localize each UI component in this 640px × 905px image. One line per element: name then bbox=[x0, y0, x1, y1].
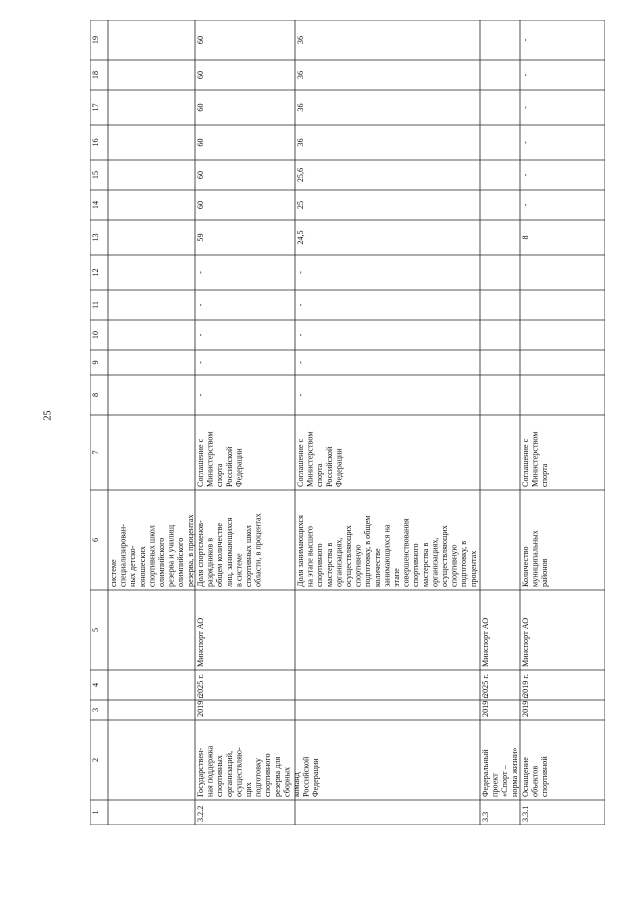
cell-3.2.2-col-4 bbox=[196, 674, 205, 697]
cell-3.2.2-col-14 bbox=[196, 201, 205, 209]
cell-3.2.2b-col-14 bbox=[296, 201, 305, 209]
cell-text-line: 60 bbox=[196, 103, 205, 112]
cell-3.3.1-col-16 bbox=[521, 141, 530, 144]
cell-text-line: спортивного bbox=[411, 543, 421, 587]
cell-text-line: Федерации bbox=[334, 448, 344, 487]
cell-text-line: совершенствования bbox=[401, 518, 411, 587]
cell-text-line: спортивного bbox=[263, 753, 273, 797]
cell-text-line: спорта bbox=[540, 463, 550, 487]
table-svg bbox=[90, 20, 605, 825]
cell-text-line: юношеских bbox=[137, 546, 147, 587]
cell-3.2.2b-col-11 bbox=[296, 303, 305, 306]
cell-text-line: спортивной bbox=[540, 756, 550, 797]
cell-text-line: - bbox=[296, 333, 305, 337]
cell-text-line: 2 bbox=[91, 757, 100, 763]
cell-text-line: организациях, bbox=[430, 537, 440, 587]
cell-text-line: щих bbox=[244, 782, 253, 797]
cell-text-line: объектов bbox=[530, 765, 540, 797]
cell-text-line: Федерации bbox=[234, 448, 244, 487]
cell-3.2.2b-col-17 bbox=[296, 103, 305, 111]
cell-text-line: «Спорт – bbox=[500, 765, 510, 797]
cell-3.2.2b-col-6 bbox=[296, 515, 478, 587]
header-col-1 bbox=[91, 810, 100, 814]
cell-text-line: муниципальных bbox=[530, 530, 540, 587]
cell-3.2.2-col-8 bbox=[196, 393, 205, 396]
cell-text-line: общем количестве bbox=[215, 522, 225, 587]
cell-3.3.1-col-5 bbox=[521, 618, 530, 667]
header-col-4 bbox=[91, 683, 100, 687]
cell-text-line: Доля спортсменов- bbox=[196, 520, 205, 587]
cell-text-line: подготовку, в bbox=[459, 540, 469, 587]
header-col-3 bbox=[91, 708, 100, 712]
cell-text-line: осуществляющих bbox=[344, 525, 353, 587]
cell-text-line: - bbox=[196, 361, 205, 364]
cell-3.3.1-col-14 bbox=[521, 203, 530, 206]
cell-text-line: 2019 г. bbox=[481, 694, 490, 717]
cell-text-line: спортивную bbox=[449, 544, 459, 587]
cell-text-line: олимпийского bbox=[157, 537, 166, 587]
cell-text-line: мастерства в bbox=[420, 542, 430, 587]
cell-3.2.2b-col-9 bbox=[296, 361, 305, 364]
cell-text-line: ная поддержка bbox=[205, 745, 215, 797]
cell-3.2.2-col-13 bbox=[196, 233, 205, 241]
cell-text-line: 17 bbox=[91, 103, 100, 112]
cell-text-line: сборных bbox=[282, 766, 292, 797]
header-col-18 bbox=[91, 71, 100, 79]
cell-text-line: лиц, занимающихся bbox=[224, 517, 234, 587]
header-col-15 bbox=[91, 171, 100, 179]
cell-text-line: Соглашение с bbox=[196, 438, 205, 487]
header-col-17 bbox=[91, 103, 100, 111]
cell-text-line: норма жизни» bbox=[509, 747, 519, 797]
cell-text-line: 15 bbox=[91, 170, 100, 180]
cell-text-line: 14 bbox=[91, 200, 100, 210]
cell-text-line: - bbox=[521, 106, 530, 109]
cell-text-line: Минспорт АО bbox=[481, 617, 490, 667]
cell-3.3.1-col-1 bbox=[521, 806, 530, 822]
header-col-16 bbox=[91, 138, 100, 146]
cell-text-line: мастерства в bbox=[324, 542, 334, 587]
cell-text-line: 36 bbox=[296, 70, 305, 80]
cell-3.3.1-col-15 bbox=[521, 173, 530, 176]
page-number: 25 bbox=[42, 410, 54, 421]
cell-text-line: 3.3 bbox=[481, 811, 490, 822]
cell-text-line: - bbox=[196, 303, 205, 307]
cell-3.2.2-col-16 bbox=[196, 138, 205, 146]
cell-text-line: 12 bbox=[91, 268, 100, 277]
cell-text-line: спорта bbox=[315, 463, 325, 487]
cell-3.2.2b-col-10 bbox=[296, 333, 305, 336]
cell-text-line: 1 bbox=[91, 810, 100, 815]
cell-3.2.2-col-7 bbox=[196, 431, 243, 487]
cell-text-line: олимпийского bbox=[176, 537, 186, 587]
cell-text-line: Доля занимающихся bbox=[296, 515, 305, 587]
cell-3.2.2b-col-18 bbox=[296, 71, 305, 79]
cell-text-line: 60 bbox=[196, 138, 205, 147]
cell-3.2.2b-col-7 bbox=[296, 431, 343, 487]
cell-3.3-col-4 bbox=[481, 674, 490, 697]
cell-3.2.2-col-18 bbox=[196, 71, 205, 79]
cell-3.2.2b-col-13 bbox=[296, 230, 305, 244]
header-col-5 bbox=[91, 628, 100, 632]
header-col-7 bbox=[91, 450, 100, 454]
cell-text-line: Количество bbox=[521, 546, 530, 587]
cell-3.2.2-col-1 bbox=[196, 806, 205, 822]
cell-3.2.2b-col-19 bbox=[296, 36, 305, 44]
cell-text-line: Минспорт АО bbox=[196, 617, 205, 667]
cell-text-line: 7 bbox=[91, 450, 100, 455]
cell-3.2.2b-col-16 bbox=[296, 138, 305, 146]
cell-3.2.2-col-17 bbox=[196, 103, 205, 111]
cell-3.3-col-5 bbox=[481, 618, 490, 667]
cell-text-line: Министерством bbox=[305, 431, 315, 487]
cell-text-line: специализирован- bbox=[118, 524, 128, 587]
cell-3.3-col-2 bbox=[481, 748, 519, 797]
cell-text-line: команд bbox=[292, 772, 301, 797]
cell-text-line: 2019 г. bbox=[521, 674, 530, 697]
cell-3.2.2-col-2 bbox=[196, 745, 320, 797]
cell-3.2.2-col-9 bbox=[196, 361, 205, 364]
cell-text-line: области, в процентах bbox=[253, 513, 263, 587]
cell-text-line: спортивных bbox=[215, 755, 225, 797]
header-col-9 bbox=[91, 360, 100, 364]
cell-3.3.1-col-2 bbox=[521, 756, 549, 797]
cell-text-line: 3.2.2 bbox=[196, 805, 205, 822]
cell-text-line: организациях, bbox=[334, 537, 344, 587]
cell-text-line: 19 bbox=[91, 35, 100, 45]
cell-text-line: осуществляю- bbox=[234, 747, 244, 797]
cell-3.2.2-col-15 bbox=[196, 171, 205, 179]
cell-text-line: Государствен- bbox=[196, 747, 205, 797]
cell-text-line: Министерством bbox=[530, 431, 540, 487]
cell-text-line: 60 bbox=[196, 170, 205, 180]
cell-text-line: - bbox=[521, 173, 530, 177]
cell-text-line: 13 bbox=[91, 233, 100, 242]
cell-text-line: 59 bbox=[196, 233, 205, 242]
cell-text-line: 9 bbox=[91, 360, 100, 365]
cell-text-line: 3 bbox=[91, 707, 100, 713]
cell-text-line: 25 bbox=[296, 200, 305, 210]
cell-text-line: 36 bbox=[296, 35, 305, 45]
cell-text-line: этапе bbox=[392, 568, 401, 587]
cell-3.3.1-col-7 bbox=[521, 431, 549, 487]
cell-text-line: - bbox=[521, 203, 530, 207]
header-col-8 bbox=[91, 393, 100, 397]
cell-text-line: разрядников в bbox=[205, 537, 215, 587]
cell-text-line: 11 bbox=[91, 301, 100, 309]
cell-text-line: 2025 г. bbox=[196, 674, 205, 697]
header-col-14 bbox=[91, 201, 100, 209]
cell-text-line: - bbox=[196, 393, 205, 397]
cell-3.2.2-col-6 bbox=[196, 513, 263, 587]
cell-text-line: 2019 г. bbox=[196, 694, 205, 717]
cell-3.3.1-col-17 bbox=[521, 106, 530, 109]
cell-3.2.2b-col-15 bbox=[296, 168, 305, 182]
cell-text-line: - bbox=[196, 333, 205, 337]
cell-text-line: проект bbox=[490, 773, 500, 797]
cell-3.3-col-1 bbox=[481, 812, 490, 822]
cell-text-line: осуществляющих bbox=[440, 525, 449, 587]
cell-text-line: Оснащение bbox=[521, 757, 530, 797]
cell-text-line: организаций, bbox=[224, 750, 234, 797]
cell-text-line: в системе bbox=[234, 553, 244, 587]
header-col-10 bbox=[91, 331, 100, 339]
cell-text-line: спортивных школ bbox=[147, 525, 157, 587]
cell-text-line: 24,5 bbox=[296, 230, 305, 245]
cell-text-line: Соглашение с bbox=[521, 438, 530, 487]
cell-text-line: резерва для bbox=[272, 756, 282, 797]
cell-text-line: Соглашение с bbox=[296, 438, 305, 487]
cell-text-line: Федерации bbox=[311, 758, 321, 797]
cell-text-line: 10 bbox=[91, 330, 100, 340]
cell-3.3.1-col-6 bbox=[521, 530, 549, 587]
header-col-11 bbox=[91, 301, 100, 309]
cell-text-line: спортивных школ bbox=[244, 525, 253, 587]
cell-text-line: занимающихся на bbox=[382, 524, 392, 587]
cell-text-line: Федеральный bbox=[481, 749, 490, 797]
cell-3.3.1-col-19 bbox=[521, 38, 530, 41]
cell-text-line: - bbox=[196, 271, 205, 274]
cell-text-line: - bbox=[521, 73, 530, 77]
cell-text-line: 8 bbox=[91, 392, 100, 398]
cell-text-line: 6 bbox=[91, 537, 100, 543]
cell-text-line: 2019 г. bbox=[521, 694, 530, 717]
cell-text-line: резерва, в процентах bbox=[185, 514, 195, 587]
cell-3.2.2-col-5 bbox=[196, 618, 205, 667]
cell-text-line: 2025 г. bbox=[481, 674, 490, 697]
cell-3.2.2b-col-8 bbox=[296, 393, 305, 396]
cell-text-line: спортивного bbox=[315, 543, 325, 587]
cell-3.3.1-col-13 bbox=[521, 235, 530, 239]
cell-text-line: 36 bbox=[296, 103, 305, 112]
cell-text-line: подготовку bbox=[253, 758, 263, 797]
cell-text-line: 60 bbox=[196, 70, 205, 80]
cell-3.2.2-col-11 bbox=[196, 303, 205, 306]
cell-cont-col-6 bbox=[109, 514, 195, 587]
cell-3.2.2-col-19 bbox=[196, 36, 205, 44]
cell-text-line: 60 bbox=[196, 35, 205, 45]
cell-text-line: Министерством bbox=[205, 431, 215, 487]
cell-3.2.2b-col-12 bbox=[296, 271, 305, 274]
cell-text-line: районов bbox=[540, 558, 550, 587]
header-col-19 bbox=[91, 36, 100, 44]
cell-text-line: 8 bbox=[521, 235, 530, 240]
cell-text-line: - bbox=[296, 271, 305, 274]
cell-text-line: спортивную bbox=[353, 544, 363, 587]
cell-text-line: 4 bbox=[91, 682, 100, 688]
rotated-table bbox=[90, 20, 605, 825]
cell-text-line: - bbox=[296, 393, 305, 397]
header-col-2 bbox=[91, 758, 100, 762]
cell-text-line: - bbox=[521, 38, 530, 42]
cell-text-line: системе bbox=[109, 559, 118, 587]
cell-text-line: процентах bbox=[468, 550, 478, 587]
header-col-12 bbox=[91, 268, 100, 276]
cell-text-line: - bbox=[296, 361, 305, 364]
cell-text-line: 36 bbox=[296, 138, 305, 147]
cell-3.2.2-col-10 bbox=[196, 333, 205, 336]
cell-text-line: 25,6 bbox=[296, 167, 305, 183]
cell-text-line: на этапе высшего bbox=[305, 525, 315, 587]
cell-text-line: количестве bbox=[372, 548, 382, 587]
cell-text-line: 18 bbox=[91, 70, 100, 80]
cell-text-line: резерва и училищ bbox=[166, 524, 176, 587]
cell-text-line: - bbox=[296, 303, 305, 307]
cell-text-line: подготовку, в общем bbox=[363, 515, 373, 587]
cell-text-line: ных детско- bbox=[128, 545, 138, 587]
cell-text-line: 5 bbox=[91, 627, 100, 633]
cell-text-line: Российской bbox=[324, 446, 334, 487]
header-col-13 bbox=[91, 233, 100, 241]
cell-text-line: 60 bbox=[196, 200, 205, 210]
cell-3.3.1-col-18 bbox=[521, 73, 530, 76]
cell-text-line: спорта bbox=[215, 463, 225, 487]
cell-3.3.1-col-4 bbox=[521, 674, 530, 697]
cell-text-line: Российской bbox=[301, 756, 311, 797]
cell-text-line: Российской bbox=[224, 446, 234, 487]
cell-text-line: - bbox=[521, 141, 530, 144]
cell-text-line: Минспорт АО bbox=[521, 617, 530, 667]
cell-text-line: 16 bbox=[91, 138, 100, 147]
cell-3.2.2-col-12 bbox=[196, 271, 205, 274]
header-col-6 bbox=[91, 538, 100, 542]
cell-text-line: 3.3.1 bbox=[521, 805, 530, 822]
